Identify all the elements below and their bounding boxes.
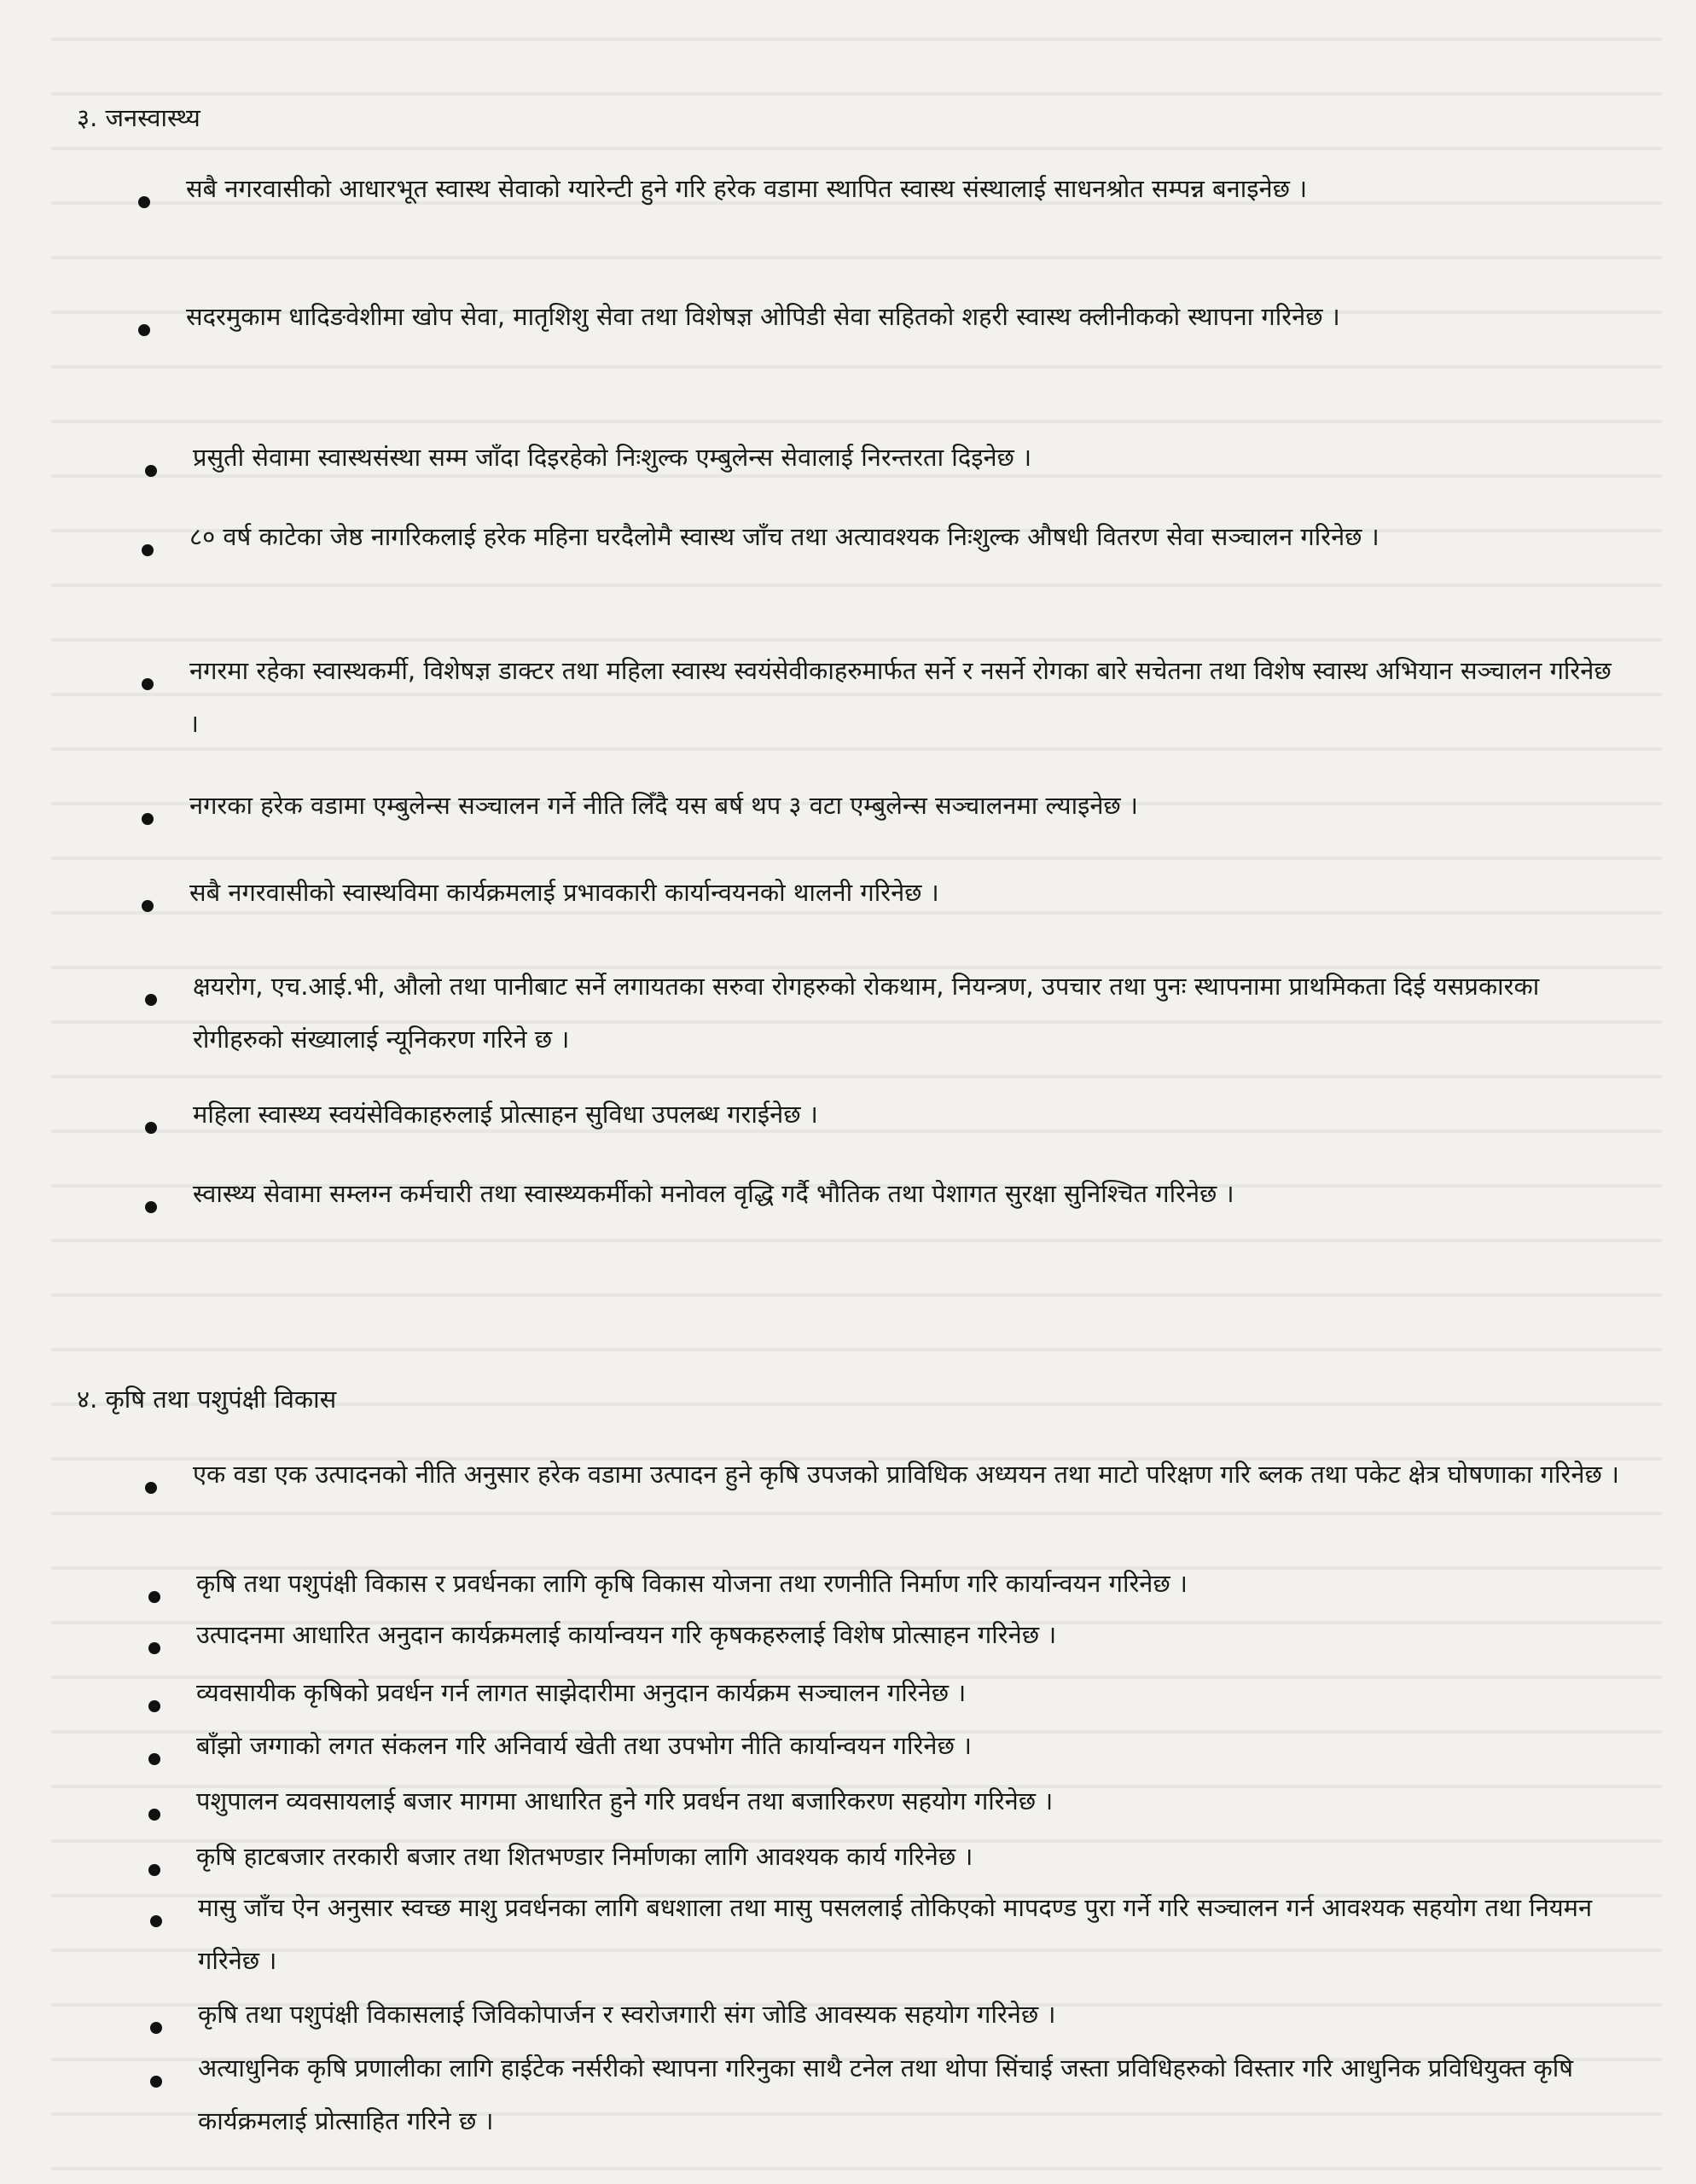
bullet-icon (142, 813, 154, 825)
bullet-icon (142, 544, 154, 556)
bullet-icon (145, 1122, 157, 1134)
list-item: क्षयरोग, एच.आई.भी, औलो तथा पानीबाट सर्ने लगायतका सरुवा रोगहरुको रोकथाम, नियन्त्रण, उपचार तथा पुनः स्थापनामा प्राथमिकता दिई यसप्रकारका रोगीहरुको संख्यालाई न्यूनिकरण गरिने छ । (193, 960, 1626, 1066)
list-item: सबै नगरवासीको आधारभूत स्वास्थ सेवाको ग्यारेन्टी हुने गरि हरेक वडामा स्थापित स्वास्थ संस्थालाई साधनश्रोत सम्पन्न बनाइनेछ । (186, 162, 1619, 215)
list-item: एक वडा एक उत्पादनको नीति अनुसार हरेक वडामा उत्पादन हुने कृषि उपजको प्राविधिक अध्ययन तथा माटो परिक्षण गरि ब्लक तथा पकेट क्षेत्र घोषणाका गरिनेछ । (193, 1448, 1626, 1501)
list-item: अत्याधुनिक कृषि प्रणालीका लागि हाईटेक नर्सरीको स्थापना गरिनुका साथै टनेल तथा थोपा सिंचाई जस्ता प्रविधिहरुको विस्तार गरि आधुनिक प्रविधियुक्त कृषि कार्यक्रमलाई प्रोत्साहित गरिने छ । (198, 2042, 1631, 2147)
bullet-icon (138, 324, 150, 336)
list-item: नगरमा रहेका स्वास्थकर्मी, विशेषज्ञ डाक्टर तथा महिला स्वास्थ स्वयंसेवीकाहरुमार्फत सर्ने र नसर्ने रोगका बारे सचेतना तथा विशेष स्वास्थ अभियान सञ्चालन गरिनेछ । (189, 644, 1623, 750)
list-item: ८० वर्ष काटेका जेष्ठ नागरिकलाई हरेक महिना घरदैलोमै स्वास्थ जाँच तथा अत्यावश्यक निःशुल्क औषधी वितरण सेवा सञ्चालन गरिनेछ । (189, 510, 1623, 563)
list-item: मासु जाँच ऐन अनुसार स्वच्छ माशु प्रवर्धनका लागि बधशाला तथा मासु पसललाई तोकिएको मापदण्ड पुरा गर्ने गरि सञ्चालन गर्न आवश्यक सहयोग तथा नियमन गरिनेछ । (198, 1881, 1631, 1987)
list-item: सबै नगरवासीको स्वास्थविमा कार्यक्रमलाई प्रभावकारी कार्यान्वयनको थालनी गरिनेछ । (189, 866, 1623, 919)
list-item: कृषि तथा पशुपंक्षी विकासलाई जिविकोपार्जन र स्वरोजगारी संग जोडि आवस्यक सहयोग गरिनेछ । (198, 1988, 1631, 2041)
bullet-icon (145, 1482, 157, 1494)
bullet-icon (148, 1591, 160, 1603)
list-item: पशुपालन व्यवसायलाई बजार मागमा आधारित हुने गरि प्रवर्धन तथा बजारिकरण सहयोग गरिनेछ । (196, 1774, 1629, 1827)
bullet-icon (150, 2076, 162, 2088)
bullet-icon (148, 1809, 160, 1821)
section-heading-public-health: ३. जनस्वास्थ्य (77, 103, 200, 132)
bullet-icon (142, 678, 154, 690)
list-item: स्वास्थ्य सेवामा सम्लग्न कर्मचारी तथा स्वास्थ्यकर्मीको मनोवल वृद्धि गर्दै भौतिक तथा पेशागत सुरक्षा सुनिश्चित गरिनेछ । (193, 1167, 1626, 1220)
list-item: नगरका हरेक वडामा एम्बुलेन्स सञ्चालन गर्ने नीति लिँदै यस बर्ष थप ३ वटा एम्बुलेन्स सञ्चालनमा ल्याइनेछ । (189, 779, 1623, 832)
bullet-icon (150, 1915, 162, 1927)
list-item: व्यवसायीक कृषिको प्रवर्धन गर्न लागत साझेदारीमा अनुदान कार्यक्रम सञ्चालन गरिनेछ । (196, 1666, 1629, 1719)
bullet-icon (138, 196, 150, 208)
bullet-icon (148, 1700, 160, 1712)
list-item: बाँझो जग्गाको लगत संकलन गरि अनिवार्य खेती तथा उपभोग नीति कार्यान्वयन गरिनेछ । (196, 1719, 1629, 1772)
bullet-icon (145, 1201, 157, 1213)
list-item: सदरमुकाम धादिङवेशीमा खोप सेवा, मातृशिशु सेवा तथा विशेषज्ञ ओपिडी सेवा सहितको शहरी स्वास्थ क्लीनीकको स्थापना गरिनेछ । (186, 290, 1619, 343)
bullet-icon (142, 900, 154, 912)
list-item: उत्पादनमा आधारित अनुदान कार्यक्रमलाई कार्यान्वयन गरि कृषकहरुलाई विशेष प्रोत्साहन गरिनेछ । (196, 1608, 1629, 1661)
list-item: कृषि हाटबजार तरकारी बजार तथा शितभण्डार निर्माणका लागि आवश्यक कार्य गरिनेछ । (196, 1830, 1629, 1883)
bullet-icon (145, 994, 157, 1006)
bullet-icon (148, 1864, 160, 1876)
bullet-icon (148, 1642, 160, 1654)
bullet-icon (150, 2022, 162, 2034)
list-item: महिला स्वास्थ्य स्वयंसेविकाहरुलाई प्रोत्साहन सुविधा उपलब्ध गराईनेछ । (193, 1088, 1626, 1141)
section-heading-agriculture: ४. कृषि तथा पशुपंक्षी विकास (77, 1385, 337, 1414)
list-item: प्रसुती सेवामा स्वास्थसंस्था सम्म जाँदा दिइरहेको निःशुल्क एम्बुलेन्स सेवालाई निरन्तरता दिइनेछ । (193, 431, 1626, 484)
list-item: कृषि तथा पशुपंक्षी विकास र प्रवर्धनका लागि कृषि विकास योजना तथा रणनीति निर्माण गरि कार्यान्वयन गरिनेछ । (196, 1557, 1629, 1610)
bullet-icon (145, 465, 157, 477)
bullet-icon (148, 1753, 160, 1765)
